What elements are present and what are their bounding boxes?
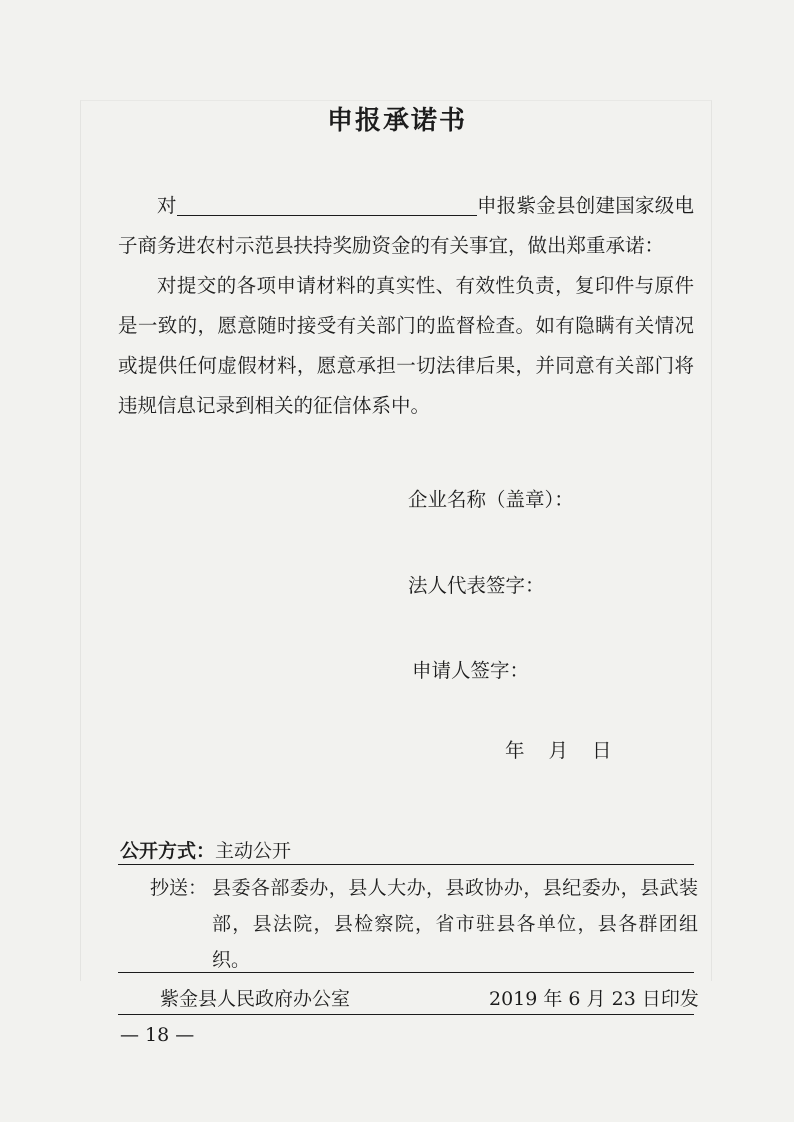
page-number: — 18 — xyxy=(120,1024,195,1046)
top-divider xyxy=(118,864,694,865)
cc-recipients: 县委各部委办，县人大办，县政协办，县纪委办，县武装部，县法院，县检察院，省市驻县各单位，县各群团组织。 xyxy=(212,877,698,971)
print-date: 2019 年 6 月 23 日印发 xyxy=(489,988,699,1010)
commitment-body xyxy=(118,186,694,426)
cc-block xyxy=(150,870,698,978)
document-title: 申报承诺书 xyxy=(326,106,467,136)
paragraph-1-prefix: 对 xyxy=(157,194,177,217)
disclosure-label: 公开方式： xyxy=(120,840,216,862)
disclosure-line xyxy=(120,836,291,863)
date-day: 日 xyxy=(592,739,612,762)
middle-divider xyxy=(118,972,694,973)
cc-label: 抄送： xyxy=(150,877,208,899)
company-name-label: 企业名称（盖章）： xyxy=(408,488,574,511)
applicant-name-blank xyxy=(177,195,477,216)
date-month: 月 xyxy=(548,739,569,762)
issuing-office: 紫金县人民政府办公室 xyxy=(160,988,351,1010)
date-line xyxy=(505,735,636,763)
paragraph-2: 对提交的各项申请材料的真实性、有效性负责，复印件与原件是一致的，愿意随时接受有关部门的监督检查。如有隐瞒有关情况或提供任何虚假材料，愿意承担一切法律后果，并同意有关部门将违规信息记录到相关的征信体系中。 xyxy=(118,274,694,417)
legal-rep-signature-label: 法人代表签字： xyxy=(408,574,545,597)
date-year: 年 xyxy=(505,739,525,762)
disclosure-value: 主动公开 xyxy=(215,840,292,862)
applicant-signature-label: 申请人签字： xyxy=(412,659,530,682)
paragraph-1-text: 申报紫金县创建国家级电子商务进农村示范县扶持奖励资金的有关事宜，做出郑重承诺： xyxy=(118,194,694,257)
bottom-divider xyxy=(118,1014,694,1015)
paragraph-1 xyxy=(118,186,694,266)
